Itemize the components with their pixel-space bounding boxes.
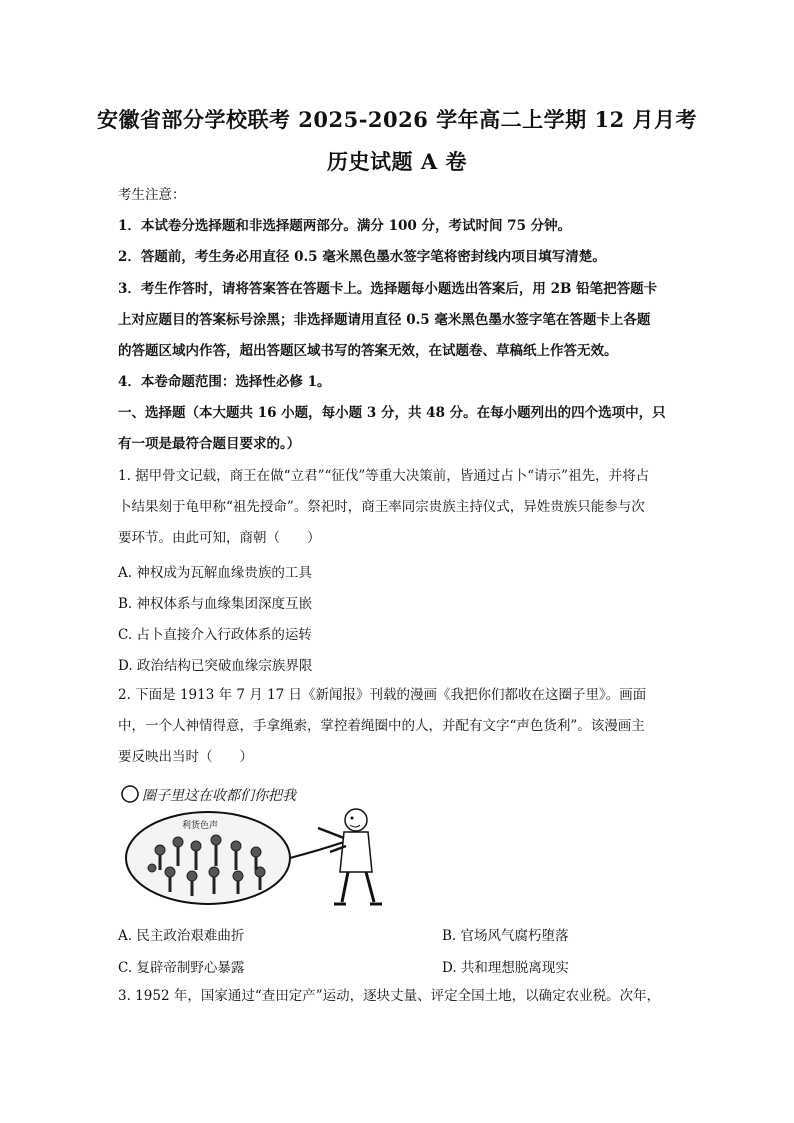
notice-item-3-cont-1: 上对应题目的答案标号涂黑；非选择题请用直径 0.5 毫米黑色墨水签字笔在答题卡上各题 [118, 312, 651, 328]
q1-stem-line-3: 要环节。由此可知，商朝（ ） [118, 530, 321, 546]
q3-stem-line-1: 3. 1952 年，国家通过“查田定产”运动，逐块丈量、评定全国土地，以确定农业税。次年， [118, 988, 661, 1004]
q2-option-a: A. 民主政治艰难曲折 [118, 928, 245, 944]
notice-item-3-cont-2: 的答题区域内作答，超出答题区域书写的答案无效，在试题卷、草稿纸上作答无效。 [118, 343, 618, 359]
q1-stem-line-1: 1. 据甲骨文记载，商王在做“立君”“征伐”等重大决策前，皆通过占卜“请示”祖先，并将占 [118, 468, 650, 484]
q2-cartoon [120, 780, 400, 910]
section-heading: 一、选择题（本大题共 16 小题，每小题 3 分，共 48 分。在每小题列出的四个选项中，只 [118, 405, 666, 421]
q2-option-b: B. 官场风气腐朽堕落 [442, 928, 569, 944]
cartoon-circle-text: 利货色声 [182, 821, 219, 831]
q1-option-a: A. 神权成为瓦解血缘贵族的工具 [118, 565, 312, 581]
cartoon-caption: 圈子里这在收都们你把我 [142, 788, 296, 804]
notice-item-1: 1．本试卷分选择题和非选择题两部分。满分 100 分，考试时间 75 分钟。 [118, 218, 572, 234]
q2-stem-line-1: 2. 下面是 1913 年 7 月 17 日《新闻报》刊载的漫画《我把你们都收在这圈子里》。画面 [118, 687, 647, 703]
cartoon-illustration [120, 780, 400, 910]
exam-subtitle: 历史试题 A 卷 [327, 149, 467, 174]
q2-stem-line-2: 中，一个人神情得意，手拿绳索，掌控着绳圈中的人，并配有文字“声色货利”。该漫画主 [118, 718, 645, 734]
notice-item-3: 3．考生作答时，请将答案答在答题卡上。选择题每小题选出答案后，用 2B 铅笔把答题卡 [118, 281, 658, 297]
notice-item-2: 2．答题前，考生务必用直径 0.5 毫米黑色墨水签字笔将密封线内项目填写清楚。 [118, 249, 606, 265]
q1-option-d: D. 政治结构已突破血缘宗族界限 [118, 658, 313, 674]
notice-item-4: 4．本卷命题范围：选择性必修 1。 [118, 374, 331, 390]
q2-option-c: C. 复辟帝制野心暴露 [118, 960, 245, 976]
q1-stem-line-2: 卜结果刻于龟甲称“祖先授命”。祭祀时，商王率同宗贵族主持仪式，异姓贵族只能参与次 [118, 499, 645, 515]
notice-heading: 考生注意： [118, 187, 186, 203]
q1-option-c: C. 占卜直接介入行政体系的运转 [118, 627, 312, 643]
q2-stem-line-3: 要反映出当时（ ） [118, 749, 253, 765]
section-heading-cont: 有一项是最符合题目要求的。） [118, 436, 301, 452]
q1-option-b: B. 神权体系与血缘集团深度互嵌 [118, 596, 313, 612]
q2-option-d: D. 共和理想脱离现实 [442, 960, 569, 976]
exam-title: 安徽省部分学校联考 2025-2026 学年高二上学期 12 月月考 [96, 107, 698, 132]
